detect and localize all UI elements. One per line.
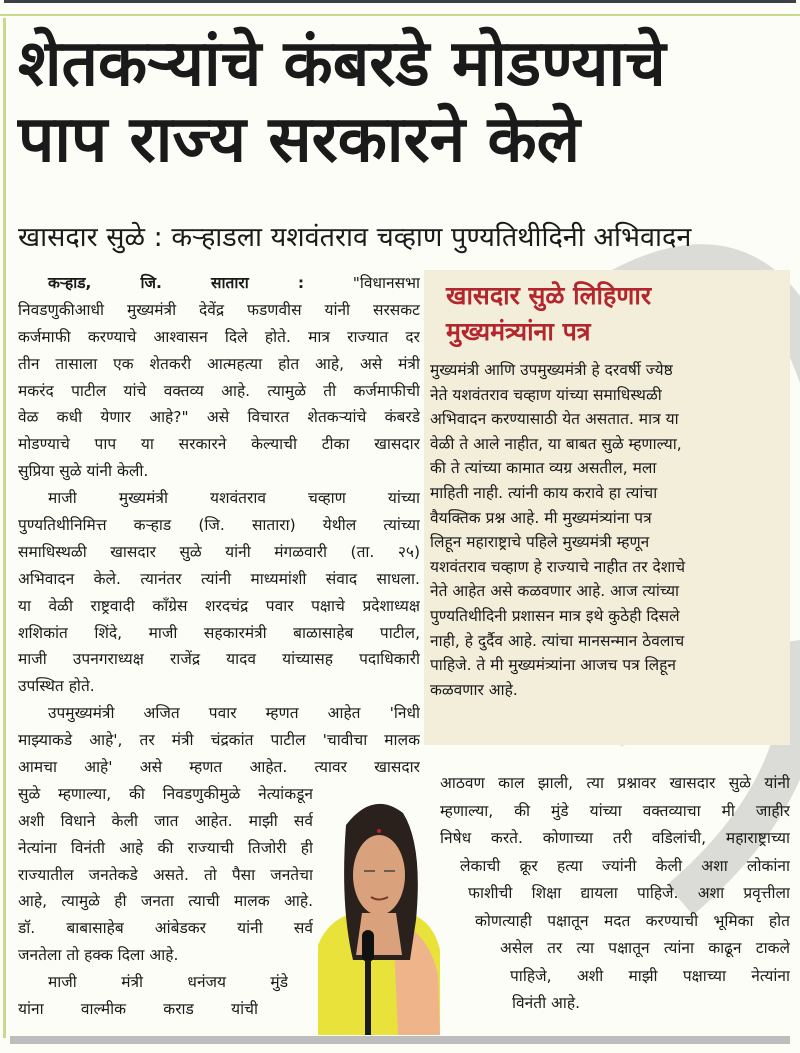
bottom-rule [10, 1036, 790, 1044]
text-line-content: आमचा आहे' असे म्हणत आहेत. त्यावर खासदार [18, 758, 420, 777]
text-line-content: तीन तासाला एक शेतकरी आत्महत्या होत आहे, असे मंत्री [18, 354, 420, 373]
text-line-content: की ते त्यांच्या कामात व्यग्र असतील, मला [430, 459, 657, 478]
text-line [18, 835, 313, 862]
text-line [430, 358, 775, 383]
text-line [430, 481, 775, 506]
text-line [18, 781, 313, 808]
text-line-content: विनंती आहे. [512, 994, 581, 1012]
text-line-content: सुप्रिया सुळे यांनी केली. [18, 462, 149, 481]
text-line [460, 853, 790, 881]
text-line-content: फाशीची शिक्षा द्यायला पाहिजे. अशा प्रवृत्तीला [468, 884, 790, 902]
text-line [18, 378, 420, 405]
text-line-content: अभिवादन करण्यासाठी येत असतात. मात्र या [430, 410, 679, 429]
text-line [430, 432, 775, 457]
text-line-content: राज्यातील जनतेकडे असते. तो पैसा जनतेचा [18, 865, 313, 884]
text-line-content: या वेळी राष्ट्रवादी काँग्रेस शरदचंद्र पवार पक्षाचे प्रदेशाध्यक्ष [18, 596, 420, 615]
text-line [18, 458, 420, 485]
text-line-content: "विधानसभा [352, 274, 420, 292]
text-line [512, 990, 712, 1018]
headline-line-1: शेतकऱ्यांचे कंबरडे मोडण्याचे [18, 27, 666, 101]
text-line-content: लेकाची क्रूर हत्या ज्यांनी केली अशा लोकांना [460, 856, 790, 875]
text-line-content: उपमुख्यमंत्री अजित पवार म्हणत आहेत 'निधी [48, 704, 420, 723]
text-line-content: वेळी ते आले नाहीत, या बाबत सुळे म्हणाल्या, [430, 434, 682, 453]
sidebar-heading [446, 278, 651, 350]
text-line-content: पुण्यतिथीदिनी प्रशासन मात्र इथे कुठेही दिसले [430, 606, 680, 625]
text-line-content: आहे, त्यामुळे ही जनता त्याची मालक आहे. [18, 892, 313, 911]
text-line-content: मोडण्याचे पाप या सरकारने केल्याची टीका खासदार [18, 435, 420, 454]
text-line-content: आठवण काल झाली, त्या प्रश्नावर खासदार सुळे यांनी [440, 774, 790, 792]
text-line [500, 935, 790, 963]
text-line [18, 754, 420, 781]
text-line [18, 512, 420, 539]
sidebar-box [424, 270, 790, 745]
text-line [430, 629, 775, 654]
text-line-content: नेते आहेत असे कळवणार आहे. आज त्यांच्या [430, 582, 680, 601]
headline-line-2: पाप राज्य सरकारने केले [18, 103, 581, 177]
text-line [18, 620, 420, 647]
text-line [468, 880, 790, 908]
text-line [18, 566, 420, 593]
text-line [18, 969, 288, 996]
text-line-content: सुळे म्हणाल्या, की निवडणुकीमुळे नेत्यांकडून [18, 784, 313, 803]
text-line [18, 808, 313, 835]
text-line [510, 963, 790, 991]
text-line [18, 324, 420, 351]
text-line-content: माजी मंत्री धनंजय मुंडे [48, 973, 288, 992]
text-line-content: मकरंद पाटील यांचे वक्तव्य आहे. त्यामुळे ती कर्जमाफीची [18, 381, 420, 400]
text-line-content: नेते यशवंतराव चव्हाण यांच्या समाधिस्थळी [430, 385, 662, 404]
text-line [18, 270, 420, 297]
subheadline: खासदार सुळे : कऱ्हाडला यशवंतराव चव्हाण पुण्यतिथीदिनी अभिवादन [18, 222, 692, 253]
top-border [0, 0, 800, 16]
text-line-content: पाहिजे, अशी माझी पक्षाच्या नेत्यांना [510, 966, 790, 985]
sidebar-heading-line-1: खासदार सुळे लिहिणार [446, 281, 652, 310]
text-line-content: वेळ कधी येणार आहे?" असे विचारत शेतकऱ्यांचे कंबरडे [18, 408, 420, 427]
text-line [18, 351, 420, 378]
text-line-content: मुख्यमंत्री आणि उपमुख्यमंत्री हे दरवर्षी ज्येष्ठ [430, 361, 673, 379]
text-line [430, 506, 775, 531]
text-line-content: असेल तर त्या पक्षातून त्यांना काढून टाकले [500, 939, 790, 957]
text-line [430, 407, 775, 432]
text-line [18, 539, 420, 566]
text-line-content: माझ्याकडे आहे', तर मंत्री चंद्रकांत पाटील 'चावीचा मालक [18, 731, 420, 750]
text-line [18, 297, 420, 324]
text-line [430, 579, 775, 604]
text-line-content: डॉ. बाबासाहेब आंबेडकर यांनी सर्व [18, 919, 313, 938]
text-line-content: कर्जमाफी करण्याचे आश्वासन दिले होते. मात्र राज्यात दर [18, 327, 420, 346]
text-line-content: जनतेला तो हक्क दिला आहे. [18, 946, 179, 965]
text-line [440, 825, 790, 853]
text-line-content: माजी उपनगराध्यक्ष राजेंद्र यादव यांच्यासह पदाधिकारी [18, 650, 420, 669]
text-line-content: उपस्थित होते. [18, 677, 95, 696]
text-line [430, 653, 775, 678]
text-line [18, 485, 420, 512]
left-border [3, 18, 6, 1038]
text-line-content: निवडणुकीआधी मुख्यमंत्री देवेंद्र फडणवीस यांनी सरसकट [18, 300, 420, 319]
dateline: कऱ्हाड, जि. सातारा : [48, 274, 305, 292]
text-line-content: कोणत्याही पक्षातून मदत करण्याची भूमिका होत [475, 911, 790, 930]
text-line [18, 942, 313, 969]
text-line-content: नेत्यांना विनंती आहे की राज्याची तिजोरी ही [18, 838, 313, 857]
text-line [18, 996, 258, 1023]
text-line-content: शशिकांत शिंदे, माजी सहकारमंत्री बाळासाहेब पाटील, [18, 623, 420, 642]
left-column [18, 270, 420, 1023]
text-line [18, 700, 420, 727]
text-line [430, 383, 775, 408]
text-line-content: यांना वाल्मीक कराड यांची [18, 1000, 258, 1019]
text-line [18, 673, 420, 700]
text-line [18, 646, 420, 673]
text-line [18, 915, 313, 942]
text-line-content: वैयक्तिक प्रश्न आहे. मी मुख्यमंत्र्यांना पत्र [430, 508, 652, 527]
text-line-content: लिहून महाराष्ट्राचे पहिले मुख्यमंत्री म्हणून [430, 533, 650, 552]
sidebar-body [430, 358, 775, 702]
text-line-content: कळवणार आहे. [430, 680, 518, 699]
text-line [430, 530, 775, 555]
text-line-content: म्हणाल्या, की मुंडे यांच्या वक्तव्याचा मी जाहीर [440, 801, 790, 820]
text-line-content: निषेध करते. कोणाच्या तरी वडिलांची, महाराष्ट्राच्या [440, 829, 790, 847]
text-line-content: माजी मुख्यमंत्री यशवंतराव चव्हाण यांच्या [48, 489, 420, 508]
text-line-content: समाधिस्थळी खासदार सुळे यांनी मंगळवारी (ता. २५) [18, 542, 420, 561]
headline [18, 26, 788, 178]
text-line [430, 456, 775, 481]
text-line [430, 678, 775, 703]
text-line-content: नाही, हे दुर्दैव आहे. त्यांचा मानसन्मान ठेवलाच [430, 631, 685, 650]
text-line [18, 404, 420, 431]
text-line [18, 888, 313, 915]
text-line [430, 555, 775, 580]
text-line-content: पाहिजे. ते मी मुख्यमंत्र्यांना आजच पत्र लिहून [430, 656, 676, 675]
text-line-content: माहिती नाही. त्यांनी काय करावे हा त्यांचा [430, 483, 658, 502]
text-line [475, 908, 790, 936]
text-line-content: अशी विधाने केली जात आहेत. माझी सर्व [18, 811, 313, 830]
text-line [440, 798, 790, 826]
text-line [18, 727, 420, 754]
text-line [430, 604, 775, 629]
text-line-content: अभिवादन केले. त्यानंतर त्यांनी माध्यमांशी संवाद साधला. [18, 569, 420, 588]
text-line [18, 431, 420, 458]
right-bottom-column [440, 770, 790, 1018]
text-line [18, 862, 313, 889]
text-line [440, 770, 790, 798]
text-line-content: यशवंतराव चव्हाण हे राज्याचे नाहीत तर देशाचे [430, 557, 686, 576]
text-line-content: पुण्यतिथीनिमित्त कऱ्हाड (जि. सातारा) येथील त्यांच्या [18, 516, 420, 535]
sidebar-heading-line-2: मुख्यमंत्र्यांना पत्र [446, 317, 591, 346]
text-line [18, 593, 420, 620]
